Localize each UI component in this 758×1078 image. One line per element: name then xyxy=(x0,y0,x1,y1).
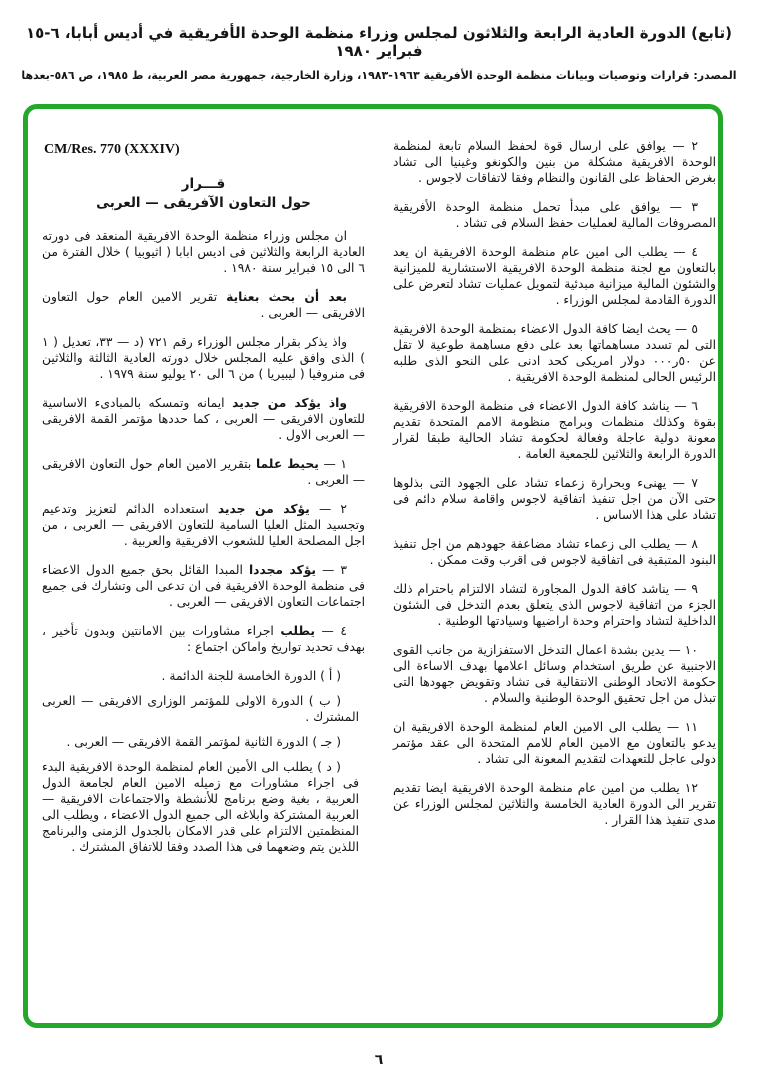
paragraph-text: بتقرير الامين العام حول التعاون الافريقى — العربى . xyxy=(42,457,365,487)
paragraph-number: ٨ — xyxy=(670,537,698,551)
resolution-title: قـــرار xyxy=(181,176,226,192)
paragraph-text: يناشد كافة الدول الاعضاء فى منظمة الوحدة الافريقية بقوة وكذلك منظمات وبرامج منظومة الامم المتحدة تقديم معونة دولية عاجلة وفعالة لحكومة تشاد الحالية طبقا لقرار الدورة الرابعة والثلاثين للجمعية العامة . xyxy=(393,399,716,461)
paragraph-text: تقرير الامين العام حول التعاون الافريقى — العربى . xyxy=(42,290,365,320)
paragraph xyxy=(42,668,365,684)
paragraph-text: يطلب الى الأمين العام لمنظمة الوحدة الافريقية البدء فى اجراء مشاورات مع زميله الامين العام لجامعة الدول العربية ، بغية وضع برنامج للأنشطة والاجتماعات الافريقية — العربية المشتركة وابلاغه الى جميع الدول الاعضاء ، ويطلب الى المنظمتين الالتزام على قدر الامكان بالجدول الزمنى والبرنامج اللذين يتم وضعهما فى هذا الصدد وفقا للاتفاق المشترك . xyxy=(42,760,359,854)
paragraph xyxy=(393,199,716,231)
paragraph-number: ( جـ ) xyxy=(308,735,341,749)
paragraph-number: ١ — xyxy=(318,457,347,471)
paragraph xyxy=(42,456,365,488)
paragraph xyxy=(393,642,716,706)
paragraph-number: ٤ — xyxy=(315,624,347,638)
paragraph xyxy=(393,536,716,568)
paragraph-number: ٣ — xyxy=(660,200,698,214)
header-session-title: (تابع) الدورة العادية الرابعة والثلاثون لمجلس وزراء منظمة الوحدة الأفريقية في أديس أبابا، ٦-١٥ فبراير ١٩٨٠ xyxy=(25,24,733,60)
paragraph-text: يناشد كافة الدول المجاورة لتشاد الالتزام باحترام ذلك الجزء من اتفاقية لاجوس الذى يتعلق بعدم التدخل فى الشئون الداخلية لتشاد واحترام وحدة اراضيها وسيادتها الوطنية . xyxy=(393,582,716,628)
paragraph-number: ٥ — xyxy=(670,322,698,336)
paragraph-lead: واذ يؤكد من جديد xyxy=(232,396,347,410)
right-column xyxy=(393,138,716,864)
paragraph-text: يطلب الى الامين العام لمنظمة الوحدة الافريقية ان يدعو بالتعاون مع الامين العام للامم المتحدة الى عقد مؤتمر دولى عاجل للتعهدات لتقديم المعونة الى تشاد . xyxy=(393,720,716,766)
paragraph-text: الدورة الثانية لمؤتمر القمة الافريقى — العربى . xyxy=(66,735,309,749)
paragraph-text: الدورة الخامسة للجنة الدائمة . xyxy=(161,669,317,683)
paragraph xyxy=(393,780,716,828)
paragraph-text: يوافق على ارسال قوة لحفظ السلام تابعة لمنظمة الوحدة الافريقية مشكلة من بنين والكونغو وغينيا الى تشاد بغرض الحفاظ على القانون والنظام وفقا لاتفاقات لاجوس . xyxy=(393,139,716,185)
paragraph xyxy=(393,321,716,385)
resolution-subtitle: حول التعاون الآفريقى — العربى xyxy=(96,195,311,211)
paragraph xyxy=(42,759,365,855)
paragraph-text: الدورة الاولى للمؤتمر الوزارى الافريقى — العربى المشترك . xyxy=(42,694,359,724)
paragraph-text: استعداده الدائم لتعزيز وتدعيم وتجسيد المثل العليا السامية للتعاون الافريقى — العربى ، من اجل المصلحة العليا للشعوب الافريقية والعربية . xyxy=(42,502,365,548)
paragraph-lead: يؤكد مجددا xyxy=(248,563,317,577)
paragraph-number: ١٠ — xyxy=(664,643,698,657)
paragraph-text: يدين بشدة اعمال التدخل الاستفزازية من جانب القوى الاجنبية عن طريق استخدام وسائل اعلامها بهدف الاساءة الى حكومة الاتحاد الوطنى الانتقالية فى تشاد وتقويض جهودها التى تبذل من اجل تحقيق الوحدة الوطنية والسلام . xyxy=(393,643,716,705)
paragraph-text: يوافق على مبدأ تحمل منظمة الوحدة الأفريقية المصروفات المالية لعمليات حفظ السلام فى تشاد . xyxy=(393,200,716,230)
paragraph-number: ٦ — xyxy=(669,399,698,413)
paragraph-number: ٤ — xyxy=(667,245,698,259)
paragraph-number: ١٢ xyxy=(679,781,698,795)
right-column-paragraphs xyxy=(393,138,716,828)
paragraph xyxy=(42,501,365,549)
left-column xyxy=(42,138,365,864)
paragraph-text: يطلب الى زعماء تشاد مضاعفة جهودهم من اجل تنفيذ البنود المتبقية فى اتفاقية لاجوس فى اقرب وقت ممكن . xyxy=(393,537,716,567)
paragraph xyxy=(393,475,716,523)
paragraph xyxy=(42,623,365,655)
paragraph-number: ( ب ) xyxy=(303,694,341,708)
paragraph-number: ٣ — xyxy=(316,563,347,577)
paragraph xyxy=(393,244,716,308)
paragraph-text: يطلب الى امين عام منظمة الوحدة الافريقية ان يعد بالتعاون مع لجنة منظمة الوحدة الافريقية الاستشارية للميزانية والشئون المالية ميزانية مبدئية لتمويل عمليات تشاد لتعرض على الدورة القادمة لمجلس الوزراء . xyxy=(393,245,716,307)
paragraph-text: يطلب من امين عام منظمة الوحدة الافريقية ايضا تقديم تقرير الى الدورة العادية الخامسة والثلاثين لمجلس الوزراء عن مدى تنفيذ هذا القرار . xyxy=(393,781,716,827)
paragraph xyxy=(42,395,365,443)
paragraph-number: ٩ — xyxy=(669,582,698,596)
paragraph-number: ١١ — xyxy=(661,720,698,734)
header-source-line: المصدر: قرارات وتوصيات وبيانات منظمة الوحدة الأفريقية ١٩٦٣-١٩٨٣، وزارة الخارجية، جمهورية مصر العربية، ط ١٩٨٥، ص ٥٨٦-بعدها xyxy=(21,69,737,82)
paragraph xyxy=(393,581,716,629)
paragraph-number: ٢ — xyxy=(309,502,347,516)
paragraph xyxy=(42,334,365,382)
left-column-paragraphs xyxy=(42,228,365,855)
paragraph xyxy=(393,398,716,462)
paragraph-text: المبدا القائل بحق جميع الدول الاعضاء فى منظمة الوحدة الافريقية فى ان تدعى الى وتشارك فى جميع اجتماعات التعاون الافريقى — العربى . xyxy=(42,563,365,609)
page-number: ٦ xyxy=(374,1052,384,1068)
paragraph-text: ايمانه وتمسكه بالمبادىء الاساسية للتعاون الافريقى — العربى ، كما حددها مؤتمر القمة الافريقى — العربى الاول . xyxy=(42,396,365,442)
paragraph xyxy=(42,228,365,276)
paragraph xyxy=(393,719,716,767)
paragraph xyxy=(42,289,365,321)
paragraph-lead: يحيط علما xyxy=(255,457,319,471)
paragraph-text: اجراء مشاورات بين الامانتين وبدون تأخير ، بهدف تحديد تواريخ واماكن اجتماع : xyxy=(42,624,365,654)
paragraph xyxy=(42,693,365,725)
paragraph-lead: يطلب xyxy=(280,624,316,638)
paragraph-text: يهنىء وبحرارة زعماء تشاد على الجهود التى بذلوها حتى الآن من اجل تنفيذ اتفاقية لاجوس واقامة سلام دائم فى تشاد على هذا الاساس . xyxy=(393,476,716,522)
paragraph xyxy=(42,734,365,750)
resolution-reference: CM/Res. 770 (XXXIV) xyxy=(44,142,180,157)
paragraph-number: ( د ) xyxy=(312,760,341,774)
paragraph-lead: بعد أن بحث بعناية xyxy=(226,290,347,304)
paragraph-number: ٢ — xyxy=(665,139,698,153)
paragraph-text: واذ يذكر بقرار مجلس الوزراء رقم ٧٢١ (د — ٣٣، تعديل ( ١ ) الذى وافق عليه المجلس خلال دورته العادية الثالثة والثلاثين فى منروفيا ( ليبيريا ) من ٦ الى ٢٠ يوليو سنة ١٩٧٩ . xyxy=(42,335,365,381)
paragraph-text: يحث ايضا كافة الدول الاعضاء بمنظمة الوحدة الافريقية التى لم تسدد مساهماتها بعد على دفع مساهمة طوعية لا تقل عن ٥٠ر٠٠٠ دولار امريكى كحد ادنى على النحو الذى طلبه الرئيس الحالى لمنظمة الوحدة الافريقية . xyxy=(393,322,716,384)
paragraph xyxy=(42,562,365,610)
paragraph-number: ٧ — xyxy=(666,476,698,490)
paragraph xyxy=(393,138,716,186)
page-header xyxy=(18,24,740,82)
document-body xyxy=(42,138,716,864)
paragraph-number: ( أ ) xyxy=(316,669,341,683)
paragraph-lead: يؤكد من جديد xyxy=(217,502,310,516)
paragraph-text: ان مجلس وزراء منظمة الوحدة الافريقية المنعقد فى دورته العادية الرابعة والثلاثين فى اديس ابابا ( اثيوبيا ) خلال الفترة من ٦ الى ١٥ فبراير سنة ١٩٨٠ . xyxy=(42,229,365,275)
